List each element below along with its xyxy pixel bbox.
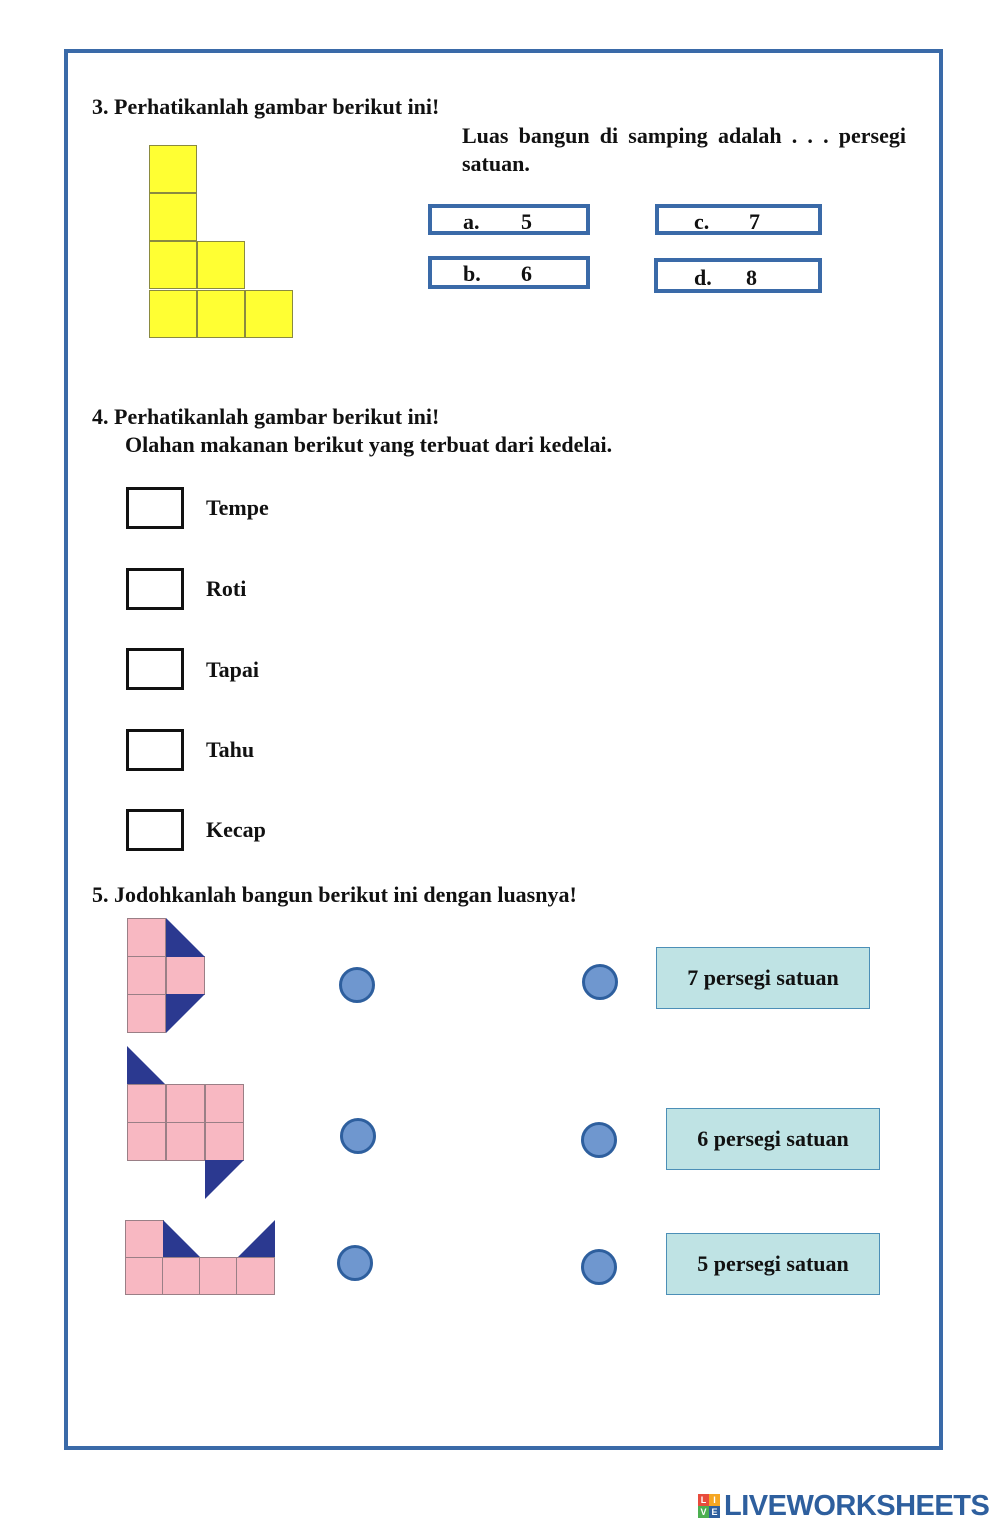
option-letter: b. <box>463 261 481 286</box>
option-letter: d. <box>694 265 712 290</box>
checkbox-tapai[interactable] <box>126 648 184 690</box>
logo-mark-letter: E <box>709 1506 720 1518</box>
checkbox-kecap[interactable] <box>126 809 184 851</box>
option-value: 6 <box>521 261 532 286</box>
question-4-title: 4. Perhatikanlah gambar berikut ini! <box>92 404 440 429</box>
answer-box-2: 6 persegi satuan <box>666 1108 880 1170</box>
unit-square <box>149 145 197 193</box>
unit-square <box>127 918 166 957</box>
checkbox-tahu[interactable] <box>126 729 184 771</box>
unit-square <box>197 241 245 289</box>
match-dot-left-3[interactable] <box>337 1245 373 1281</box>
liveworksheets-logo <box>698 1490 989 1522</box>
option-letter: a. <box>463 209 480 234</box>
question-3-title: 3. Perhatikanlah gambar berikut ini! <box>92 94 440 119</box>
checkbox-label: Tahu <box>206 737 255 762</box>
match-dot-right-1[interactable] <box>582 964 618 1000</box>
unit-square <box>166 1084 205 1123</box>
match-dot-left-1[interactable] <box>339 967 375 1003</box>
checkbox-tempe[interactable] <box>126 487 184 529</box>
unit-square <box>205 1084 244 1123</box>
match-dot-left-2[interactable] <box>340 1118 376 1154</box>
answer-box-1: 7 persegi satuan <box>656 947 870 1009</box>
option-c[interactable] <box>655 204 822 235</box>
question-3-text: Luas bangun di samping adalah . . . persegi satuan. <box>462 123 906 176</box>
unit-square <box>166 956 205 995</box>
unit-square <box>125 1220 164 1259</box>
checkbox-roti[interactable] <box>126 568 184 610</box>
option-letter: c. <box>694 209 710 234</box>
logo-mark-letter: I <box>709 1494 720 1506</box>
option-d[interactable] <box>654 258 822 293</box>
option-value: 8 <box>746 265 757 290</box>
half-square-triangle <box>166 918 205 957</box>
unit-square <box>205 1122 244 1161</box>
checkbox-label: Tempe <box>206 495 269 520</box>
option-value: 5 <box>521 209 532 234</box>
half-square-triangle <box>166 994 205 1033</box>
unit-square <box>245 290 293 338</box>
unit-square <box>127 1122 166 1161</box>
unit-square <box>149 241 197 289</box>
unit-square <box>149 290 197 338</box>
unit-square <box>149 193 197 241</box>
answer-box-3: 5 persegi satuan <box>666 1233 880 1295</box>
question-4-subtitle: Olahan makanan berikut yang terbuat dari kedelai. <box>125 432 613 457</box>
logo-mark-icon <box>698 1494 720 1518</box>
question-5-title: 5. Jodohkanlah bangun berikut ini dengan luasnya! <box>92 882 577 907</box>
unit-square <box>199 1257 237 1295</box>
option-value: 7 <box>749 209 760 234</box>
match-dot-right-3[interactable] <box>581 1249 617 1285</box>
unit-square <box>236 1257 275 1295</box>
option-b[interactable] <box>428 256 590 289</box>
logo-text: LIVEWORKSHEETS <box>724 1489 990 1522</box>
unit-square <box>162 1257 200 1295</box>
unit-square <box>166 1122 205 1161</box>
checkbox-label: Kecap <box>206 817 266 842</box>
logo-mark-letter: V <box>698 1506 709 1518</box>
logo-mark-letter: L <box>698 1494 709 1506</box>
half-square-triangle <box>163 1220 201 1258</box>
unit-square <box>127 994 166 1033</box>
unit-square <box>125 1257 163 1295</box>
unit-square <box>127 1084 166 1123</box>
unit-square <box>127 956 166 995</box>
checkbox-label: Roti <box>206 576 247 601</box>
match-dot-right-2[interactable] <box>581 1122 617 1158</box>
half-square-triangle <box>205 1160 244 1199</box>
checkbox-label: Tapai <box>206 657 260 682</box>
option-a[interactable] <box>428 204 590 235</box>
unit-square <box>197 290 245 338</box>
half-square-triangle <box>127 1046 166 1085</box>
half-square-triangle <box>237 1220 275 1258</box>
